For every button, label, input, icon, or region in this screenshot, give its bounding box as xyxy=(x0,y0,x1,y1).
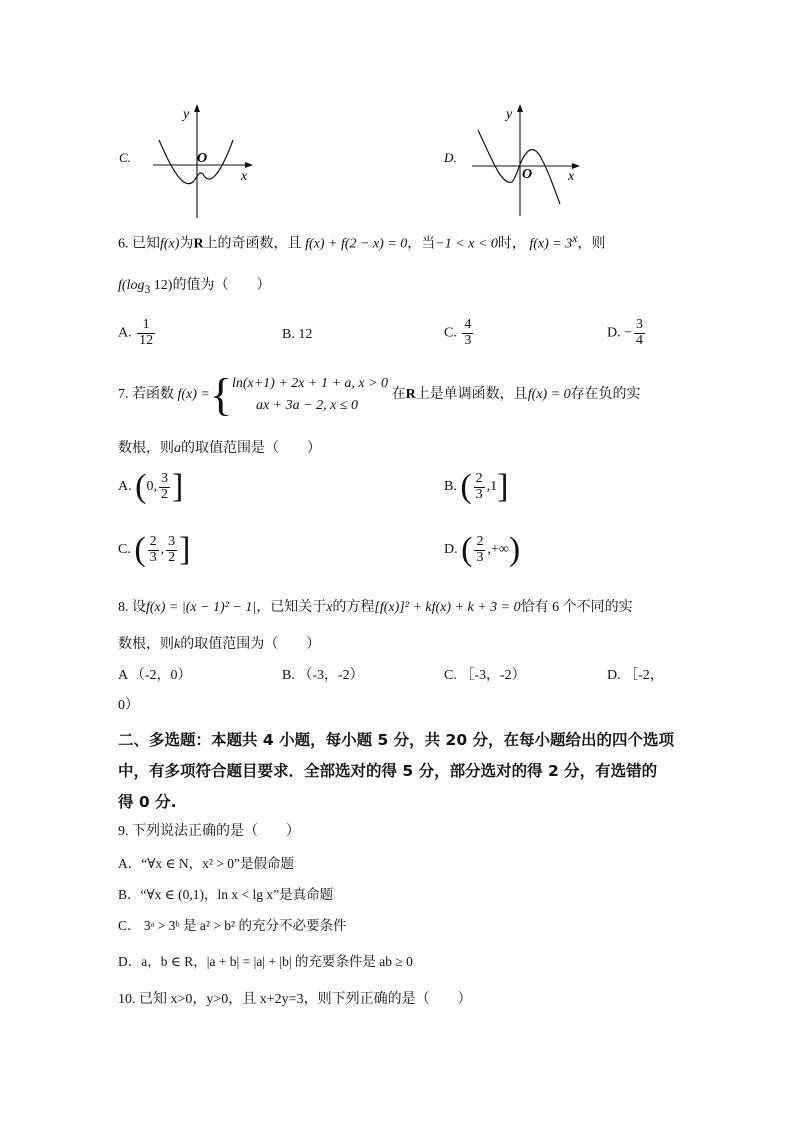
q6-option-a-label: A. xyxy=(118,325,132,341)
q8-option-d[interactable]: D. ［-2， xyxy=(607,668,664,683)
q6-option-d[interactable] xyxy=(607,318,647,348)
q6-option-c[interactable] xyxy=(444,318,475,348)
q7-number: 7. xyxy=(118,387,129,403)
q6-option-c-label: C. xyxy=(444,325,457,341)
section2-heading-line1: 二、多选题：本题共 4 小题，每小题 5 分，共 20 分，在每小题给出的四个选项 xyxy=(118,731,675,749)
q8-option-a[interactable]: A （-2，0） xyxy=(118,668,192,683)
q9-option-c[interactable]: C． 3ᵃ > 3ᵇ 是 a² > b² 的充分不必要条件 xyxy=(118,918,347,933)
graph-c-y: y xyxy=(183,107,190,122)
q7-text-6: 的取值范围是（ ） xyxy=(181,441,321,456)
q6-option-b-label: B. xyxy=(282,327,295,342)
q6-text-7: 的值为（ ） xyxy=(172,278,271,293)
q9-stem: 9. 下列说法正确的是（ ） xyxy=(118,824,300,839)
graph-c-label: C. xyxy=(119,150,131,165)
q6-option-a[interactable] xyxy=(118,318,157,348)
q8-text-2: ，已知关于 xyxy=(256,600,327,615)
q6-real-set: R xyxy=(193,236,204,252)
q6-text-4: ，当 xyxy=(407,236,436,252)
q6-text-3: 上的奇函数，且 xyxy=(203,236,302,252)
q6-option-d-label: D. xyxy=(607,325,621,341)
q7-option-b-right: ,1 xyxy=(486,479,498,495)
graph-c-origin: O xyxy=(197,151,208,166)
q7-option-d[interactable]: D. ( $\frac{2}{3}$ ,+∞) xyxy=(444,531,521,568)
q8-number: 8. xyxy=(118,600,129,615)
q7-option-c[interactable]: C. ( $\frac{2}{3}$ , $\frac{3}{2}$ ] xyxy=(118,531,191,568)
q6-text-2: 为 xyxy=(179,236,194,252)
q7-text-1: 若函数 xyxy=(132,387,174,403)
q6-log-f: f(log xyxy=(118,278,145,293)
q6-text-5: 时， xyxy=(497,236,526,252)
q7-cases xyxy=(232,373,388,416)
q7-real-set: R xyxy=(405,387,416,403)
q8-option-c[interactable]: C. ［-3，-2） xyxy=(444,668,526,683)
q8-text-6: 的取值范围为（ ） xyxy=(180,637,321,652)
q6-fx-3x: f(x) = 3 xyxy=(529,236,573,252)
q7-line2 xyxy=(118,437,321,457)
q7-option-d-label: D. xyxy=(444,542,458,558)
graph-d xyxy=(440,100,590,222)
q7-var-a: a xyxy=(174,441,181,456)
q6-log-arg: 12) xyxy=(150,278,173,293)
q7-line1 xyxy=(118,369,641,420)
q6-exp: x xyxy=(572,232,578,245)
q8-text-4: 恰有 6 个不同的实 xyxy=(520,600,633,615)
graph-d-label: D. xyxy=(444,150,457,165)
section2-heading-line2: 中，有多项符合题目要求．全部选对的得 5 分，部分选对的得 2 分，有选错的 xyxy=(118,762,658,780)
q7-case-2: ax + 3a − 2, x ≤ 0 xyxy=(255,398,358,413)
q8-fx: f(x) = |(x − 1)² − 1| xyxy=(146,600,257,615)
q6-option-c-fraction: $\frac{4}{3}$ xyxy=(464,317,472,348)
q7-fx-zero: f(x) = 0 xyxy=(527,387,571,403)
q6-option-d-fraction: $\frac{3}{4}$ xyxy=(636,317,644,348)
q7-option-a-label: A. xyxy=(118,479,132,495)
q7-option-a[interactable]: A. (0, $\frac{3}{2}$ ] xyxy=(118,468,184,505)
q8-text-5: 数根，则 xyxy=(118,637,174,652)
q9-option-a[interactable]: A．“∀x ∈ N，x² > 0”是假命题 xyxy=(118,856,295,871)
graph-c xyxy=(115,100,265,222)
q8-text-1: 设 xyxy=(132,600,146,615)
graph-d-y: y xyxy=(506,107,513,122)
q7-option-d-right: ,+∞ xyxy=(487,542,509,558)
q9-option-d[interactable]: D．a，b ∈ R，|a + b| = |a| + |b| 的充要条件是 ab ≥ 0 xyxy=(118,954,413,969)
q9-option-b[interactable]: B．“∀x ∈ (0,1)，ln x < lg x”是真命题 xyxy=(118,887,334,902)
q8-option-b[interactable]: B. （-3，-2） xyxy=(282,668,364,683)
q7-case-1: ln(x+1) + 2x + 1 + a, x > 0 xyxy=(231,376,389,392)
q7-fx: f(x) = xyxy=(177,387,210,403)
q7-text-4: 存在负的实 xyxy=(570,387,641,403)
graph-d-origin: O xyxy=(522,167,533,182)
q7-brace: { xyxy=(209,369,232,420)
q8-var-x: x xyxy=(326,600,333,615)
q6-line2 xyxy=(118,274,270,296)
q7-text-2: 在 xyxy=(391,387,406,403)
q6-option-d-sign: − xyxy=(624,325,633,341)
q6-text-6: ，则 xyxy=(577,236,606,252)
q6-text-1: 已知 xyxy=(132,236,160,252)
q7-option-a-left: 0, xyxy=(146,479,157,495)
graph-d-x: x xyxy=(568,169,575,184)
q8-var-k: k xyxy=(174,637,181,652)
q7-option-c-label: C. xyxy=(118,542,131,558)
q6-option-a-fraction: $\frac{1}{12}$ xyxy=(139,317,154,348)
q7-option-b-label: B. xyxy=(444,479,457,495)
q6-condition: −1 < x < 0 xyxy=(435,236,498,252)
graph-c-x: x xyxy=(241,169,248,184)
q6-fx: f(x) xyxy=(160,236,180,252)
q6-line1 xyxy=(118,232,605,253)
q6-option-b[interactable] xyxy=(282,327,312,343)
q7-option-b[interactable]: B. ( $\frac{2}{3}$ ,1] xyxy=(444,468,509,505)
q6-number: 6. xyxy=(118,236,129,252)
q7-text-3: 上是单调函数，且 xyxy=(415,387,528,403)
q10-stem: 10. 已知 x>0，y>0，且 x+2y=3，则下列正确的是（ ） xyxy=(118,992,472,1007)
q8-line1 xyxy=(118,596,633,616)
q6-option-b-value: 12 xyxy=(298,327,313,342)
q6-equation: f(x) + f(2 − x) = 0 xyxy=(305,236,408,252)
q6-log-base: 3 xyxy=(144,282,151,296)
section2-heading-line3: 得 0 分. xyxy=(118,793,177,811)
q7-text-5: 数根，则 xyxy=(118,441,174,456)
q8-option-d-continued: 0） xyxy=(118,698,139,713)
q8-equation: [f(x)]² + kf(x) + k + 3 = 0 xyxy=(374,600,521,615)
q8-line2 xyxy=(118,633,320,653)
q8-text-3: 的方程 xyxy=(332,600,375,615)
